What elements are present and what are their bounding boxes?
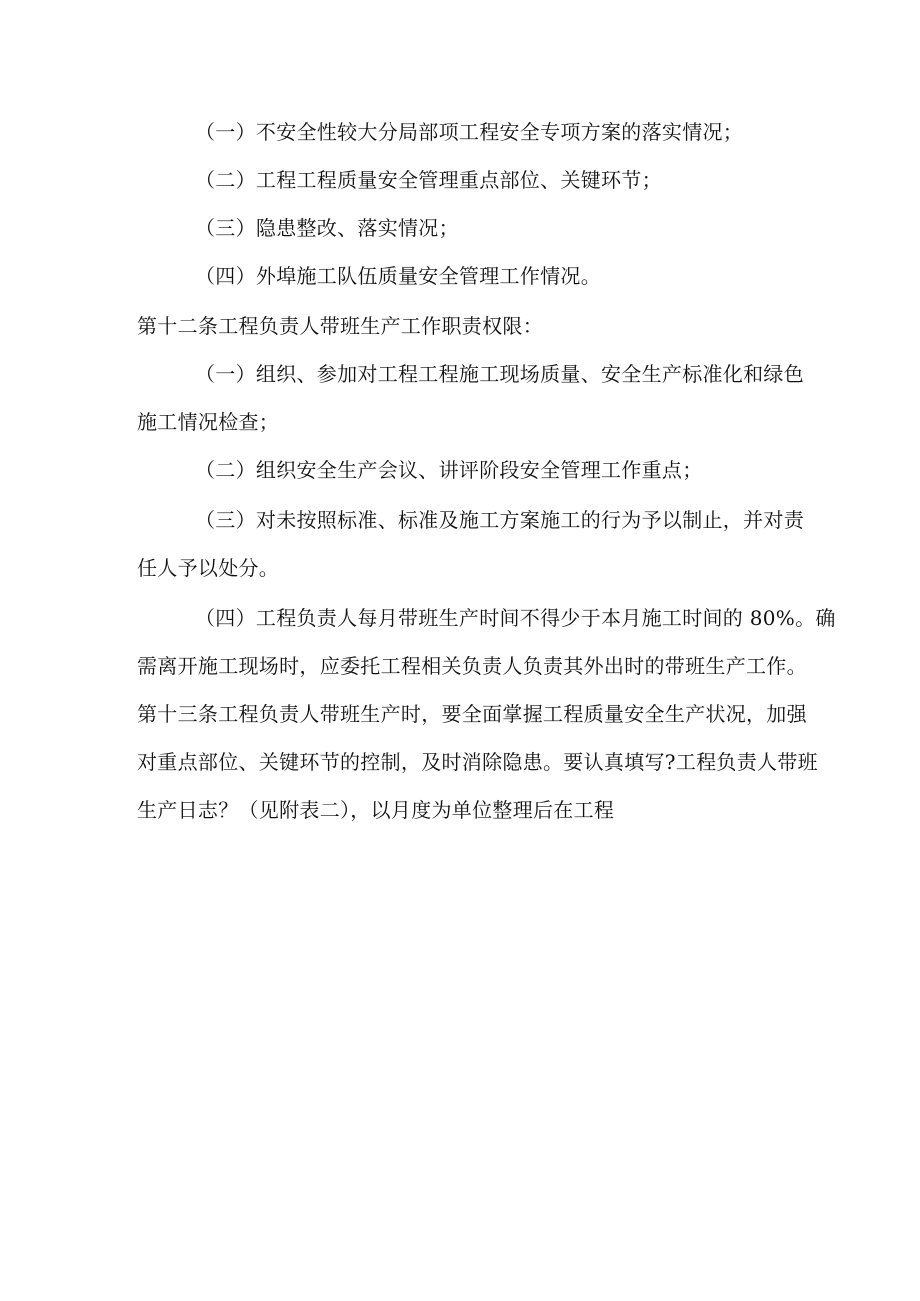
clause-13-line-1: 第十三条工程负责人带班生产时，要全面掌握工程质量安全生产状况，加强 xyxy=(137,702,807,726)
clause-11-item-1: （一）不安全性较大分局部项工程安全专项方案的落实情况； xyxy=(195,120,744,144)
clause-13-line-2: 对重点部位、关键环节的控制，及时消除隐患。要认真填写?工程负责人带班 xyxy=(137,750,818,774)
clause-12-heading: 第十二条工程负责人带班生产工作职责权限： xyxy=(137,314,543,338)
clause-12-item-1-line-1: （一）组织、参加对工程工程施工现场质量、安全生产标准化和绿色 xyxy=(195,362,804,386)
clause-12-item-1-line-2: 施工情况检查； xyxy=(137,410,280,434)
clause-12-item-3-line-2: 任人予以处分。 xyxy=(137,556,280,580)
clause-12-item-3-line-1: （三）对未按照标准、标准及施工方案施工的行为予以制止，并对责 xyxy=(195,508,804,532)
clause-12-item-4-line-2: 需离开施工现场时，应委托工程相关负责人负责其外出时的带班生产工作。 xyxy=(137,654,807,678)
clause-11-item-4: （四）外埠施工队伍质量安全管理工作情况。 xyxy=(195,264,601,288)
clause-12-item-2: （二）组织安全生产会议、讲评阶段安全管理工作重点； xyxy=(195,458,703,482)
clause-13-line-3: 生产日志？（见附表二），以月度为单位整理后在工程 xyxy=(137,798,615,822)
clause-12-item-4-line-1: （四）工程负责人每月带班生产时间不得少于本月施工时间的 80%。确 xyxy=(195,606,836,630)
clause-11-item-3: （三）隐患整改、落实情况； xyxy=(195,216,459,240)
clause-11-item-2: （二）工程工程质量安全管理重点部位、关键环节； xyxy=(195,168,662,192)
